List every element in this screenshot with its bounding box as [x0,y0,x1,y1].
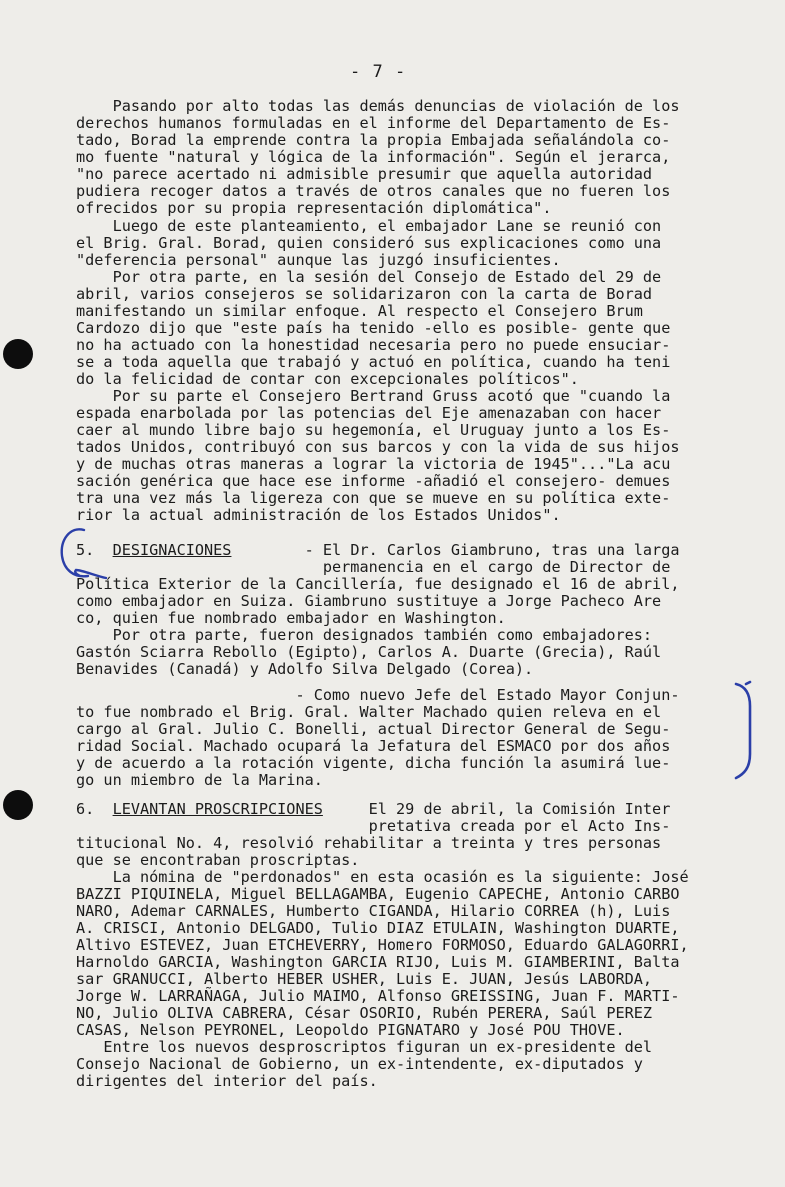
text-line: do la felicidad de contar con excepcionales políticos". [76,370,579,388]
text-line: 6. LEVANTAN PROSCRIPCIONES El 29 de abril, la Comisión Inter [76,800,671,818]
text-line: "no parece acertado ni admisible presumir que aquella autoridad [76,165,653,183]
text-line: "deferencia personal" aunque las juzgó insuficientes. [76,251,561,269]
text-line: Pasando por alto todas las demás denuncias de violación de los [76,97,680,115]
text-line: el Brig. Gral. Borad, quien consideró sus explicaciones como una [76,234,662,252]
text-line: manifestando un similar enfoque. Al respecto el Consejero Brum [76,302,643,320]
binder-hole-bottom [3,790,33,820]
text-line: Altivo ESTEVEZ, Juan ETCHEVERRY, Homero FORMOSO, Eduardo GALAGORRI, [76,936,689,954]
text-line: Cardozo dijo que "este país ha tenido -ello es posible- gente que [76,319,671,337]
pen-annotation-bracket [730,676,770,786]
text-line: abril, varios consejeros se solidarizaron con la carta de Borad [76,285,653,303]
text-line: Por otra parte, fueron designados también como embajadores: [76,626,653,644]
text-line: mo fuente "natural y lógica de la información". Según el jerarca, [76,148,671,166]
text-line: 5. DESIGNACIONES - El Dr. Carlos Giambruno, tras una larga [76,541,680,559]
text-line: go un miembro de la Marina. [76,771,323,789]
pen-annotation-circle [40,518,120,588]
text-line: NARO, Ademar CARNALES, Humberto CIGANDA, Hilario CORREA (h), Luis [76,902,671,920]
text-line: Por otra parte, en la sesión del Consejo de Estado del 29 de [76,268,662,286]
text-line: titucional No. 4, resolvió rehabilitar a treinta y tres personas [76,834,662,852]
section-heading: LEVANTAN PROSCRIPCIONES [112,800,323,818]
text-line: Política Exterior de la Cancillería, fue designado el 16 de abril, [76,575,680,593]
text-line: to fue nombrado el Brig. Gral. Walter Machado quien releva en el [76,703,662,721]
text-line: derechos humanos formuladas en el informe del Departamento de Es- [76,114,671,132]
text-line: tados Unidos, contribuyó con sus barcos y con la vida de sus hijos [76,438,680,456]
text-line: NO, Julio OLIVA CABRERA, César OSORIO, Rubén PERERA, Saúl PEREZ [76,1004,653,1022]
text-line: Benavides (Canadá) y Adolfo Silva Delgado (Corea). [76,660,534,678]
text-line: caer al mundo libre bajo su hegemonía, el Uruguay junto a los Es- [76,421,671,439]
text-line: sación genérica que hace ese informe -añadió el consejero- demues [76,472,671,490]
text-line: A. CRISCI, Antonio DELGADO, Tulio DIAZ ETULAIN, Washington DUARTE, [76,919,680,937]
text-line: pretativa creada por el Acto Ins- [76,817,671,835]
page-number: - 7 - [350,62,407,82]
text-line: Entre los nuevos desproscriptos figuran un ex-presidente del [76,1038,653,1056]
text-line: - Como nuevo Jefe del Estado Mayor Conjun- [76,686,680,704]
text-line: permanencia en el cargo de Director de [76,558,671,576]
text-line: CASAS, Nelson PEYRONEL, Leopoldo PIGNATARO y José POU THOVE. [76,1021,625,1039]
text-line: ofrecidos por su propia representación diplomática". [76,199,552,217]
text-line: Por su parte el Consejero Bertrand Gruss acotó que "cuando la [76,387,671,405]
text-line: Harnoldo GARCIA, Washington GARCIA RIJO, Luis M. GIAMBERINI, Balta [76,953,680,971]
text-line: no ha actuado con la honestidad necesaria pero no puede ensuciar- [76,336,671,354]
text-line: Gastón Sciarra Rebollo (Egipto), Carlos A. Duarte (Grecia), Raúl [76,643,662,661]
section-heading: DESIGNACIONES [112,541,232,559]
text-line: sar GRANUCCI, Alberto HEBER USHER, Luis E. JUAN, Jesús LABORDA, [76,970,653,988]
text-line: dirigentes del interior del país. [76,1072,378,1090]
binder-hole-top [3,339,33,369]
text-line: se a toda aquella que trabajó y actuó en política, cuando ha teni [76,353,671,371]
text-line: pudiera recoger datos a través de otros canales que no fueren los [76,182,671,200]
text-line: cargo al Gral. Julio C. Bonelli, actual Director General de Segu- [76,720,671,738]
text-line: ridad Social. Machado ocupará la Jefatura del ESMACO por dos años [76,737,671,755]
text-line: tra una vez más la ligereza con que se mueve en su política exte- [76,489,671,507]
text-line: y de acuerdo a la rotación vigente, dicha función la asumirá lue- [76,754,671,772]
text-line: Jorge W. LARRAÑAGA, Julio MAIMO, Alfonso GREISSING, Juan F. MARTI- [76,987,680,1005]
text-line: Consejo Nacional de Gobierno, un ex-intendente, ex-diputados y [76,1055,643,1073]
text-line: tado, Borad la emprende contra la propia Embajada señalándola co- [76,131,671,149]
text-line: que se encontraban proscriptas. [76,851,360,869]
text-line: Luego de este planteamiento, el embajador Lane se reunió con [76,217,662,235]
text-line: co, quien fue nombrado embajador en Washington. [76,609,506,627]
text-line: rior la actual administración de los Estados Unidos". [76,506,561,524]
text-line: La nómina de "perdonados" en esta ocasión es la siguiente: José [76,868,689,886]
text-line: y de muchas otras maneras a lograr la victoria de 1945"..."La acu [76,455,671,473]
text-line: espada enarbolada por las potencias del Eje amenazaban con hacer [76,404,662,422]
text-line: como embajador en Suiza. Giambruno sustituye a Jorge Pacheco Are [76,592,662,610]
text-line: BAZZI PIQUINELA, Miguel BELLAGAMBA, Eugenio CAPECHE, Antonio CARBO [76,885,680,903]
